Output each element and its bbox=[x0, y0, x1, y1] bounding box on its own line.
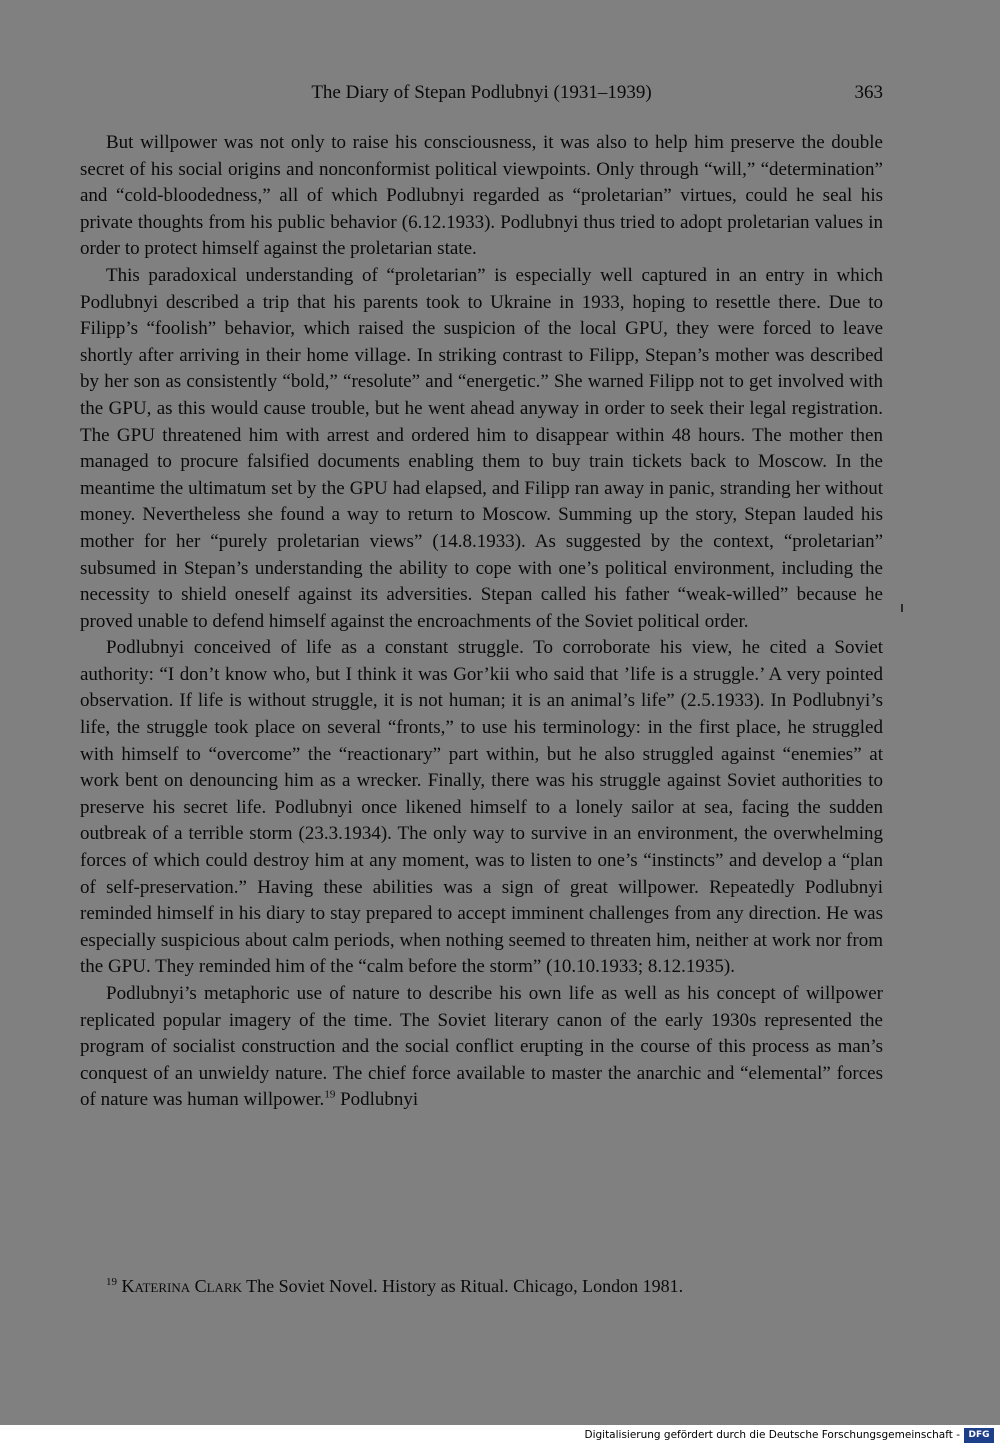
paragraph-4 bbox=[80, 981, 883, 1114]
running-head bbox=[80, 80, 883, 108]
dfg-logo: DFG bbox=[964, 1428, 994, 1443]
footnote-author: Katerina Clark bbox=[121, 1276, 242, 1296]
footnote bbox=[80, 1274, 883, 1298]
paragraph-3: Podlubnyi conceived of life as a constant struggle. To corroborate his view, he cited a Soviet authority: “I don’t know who, but I think it was Gor’kii who said that ’life is a struggle.’ A very pointed observation. If life is without struggle, it is not human; it is an animal’s life” (2.5.1933). In Podlubnyi’s life, the struggle took place on several “fronts,” to use his terminology: in the first place, he struggled with himself to “overcome” the “reactionary” part within, but he also struggled against “enemies” at work bent on denouncing him as a wrecker. Finally, there was his struggle against Soviet authorities to preserve his secret life. Podlubnyi once likened himself to a lonely sailor at sea, facing the sudden outbreak of a terrible storm (23.3.1934). The only way to survive in an environment, the overwhelming forces of which could destroy him at any moment, was to listen to one’s “instincts” and develop a “plan of self-preservation.” Having these abilities was a sign of great willpower. Repeatedly Podlubnyi reminded himself in his diary to stay prepared to accept imminent challenges from any direction. He was especially suspicious about calm periods, when nothing seemed to threaten him, neither at work nor from the GPU. They reminded him of the “calm before the storm” (10.10.1933; 8.12.1935). bbox=[80, 637, 883, 978]
dfg-credit-text: Digitalisierung gefördert durch die Deutsche Forschungsgemeinschaft - bbox=[584, 1429, 960, 1441]
paragraph-4-text: Podlubnyi’s metaphoric use of nature to describe his own life as well as his concept of willpower replicated popular imagery of the time. The Soviet literary canon of the early 1930s represented the program of socialist construction and the social conflict erupting in the course of this process as man’s conquest of an unwieldy nature. The chief force available to master the anarchic and “elemental” forces of nature was human willpower. bbox=[80, 983, 883, 1111]
paragraph-4-tail: Podlubnyi bbox=[335, 1089, 419, 1111]
running-title: The Diary of Stepan Podlubnyi (1931–1939) bbox=[311, 82, 652, 103]
footer-strip bbox=[0, 1425, 1000, 1446]
margin-mark bbox=[901, 604, 903, 612]
footnote-reference[interactable]: 19 bbox=[324, 1089, 336, 1102]
body-text bbox=[80, 130, 883, 1114]
paragraph-2: This paradoxical understanding of “proletarian” is especially well captured in an entry in which Podlubnyi described a trip that his parents took to Ukraine in 1933, hoping to resettle there. Due to Filipp’s “foolish” behavior, which raised the suspicion of the local GPU, they were forced to leave shortly after arriving in their home village. In striking contrast to Filipp, Stepan’s mother was described by her son as consistently “bold,” “resolute” and “energetic.” She warned Filipp not to get involved with the GPU, as this would cause trouble, but he went ahead anyway in order to seek their legal registration. The GPU threatened him with arrest and ordered him to disappear within 48 hours. The mother then managed to procure falsified documents enabling them to buy train tickets back to Moscow. In the meantime the ultimatum set by the GPU had elapsed, and Filipp ran away in panic, stranding her without money. Nevertheless she found a way to return to Moscow. Summing up the story, Stepan lauded his mother for her “purely proletarian views” (14.8.1933). As suggested by the context, “proletarian” subsumed in Stepan’s understanding the ability to cope with one’s political environment, including the necessity to shield oneself against its adversities. Stepan called his father “weak-willed” because he proved unable to defend himself against the encroachments of the Soviet political order. bbox=[80, 264, 883, 632]
footnote-number: 19 bbox=[106, 1276, 117, 1288]
footnote-citation: The Soviet Novel. History as Ritual. Chicago, London 1981. bbox=[242, 1276, 684, 1296]
page-number: 363 bbox=[854, 82, 883, 103]
paragraph-1: But willpower was not only to raise his consciousness, it was also to help him preserve the double secret of his social origins and nonconformist political viewpoints. Only through “will,” “determination” and “cold-bloodedness,” all of which Podlubnyi regarded as “proletarian” virtues, could he seal his private thoughts from his public behavior (6.12.1933). Podlubnyi thus tried to adopt proletarian values in order to protect himself against the proletarian state. bbox=[80, 132, 883, 260]
